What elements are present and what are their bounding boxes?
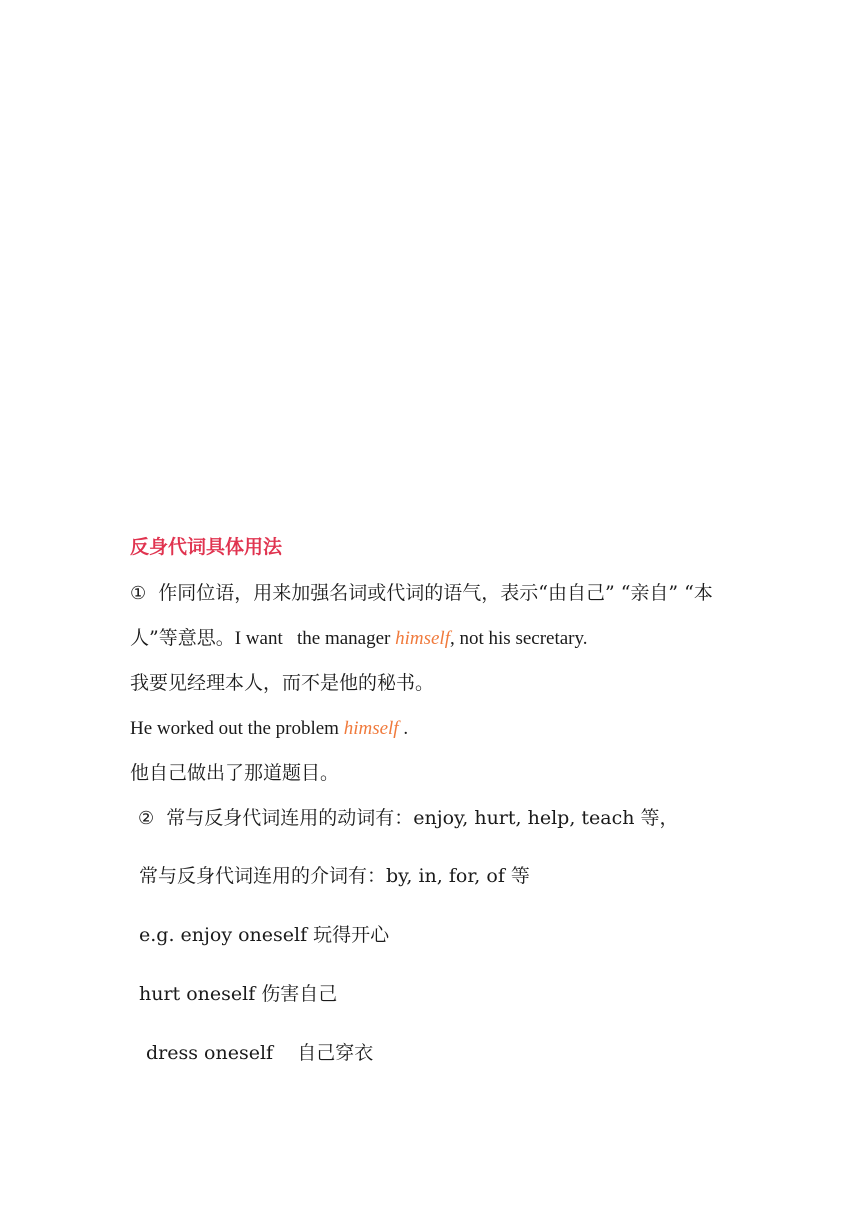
example-1-emphasis: himself: [395, 628, 450, 649]
example-2-emphasis: himself: [343, 718, 399, 739]
point-1-line-2: [130, 626, 588, 651]
section-heading: 反身代词具体用法: [130, 536, 283, 558]
point-2-line-1: [138, 806, 679, 831]
point-1-marker: ①: [130, 583, 147, 604]
point-1-text-cont: 人”等意思。: [130, 627, 235, 649]
point-1-line-1: [130, 581, 713, 606]
point-2-preps: 常与反身代词连用的介词有：by, in, for, of 等: [139, 865, 530, 887]
example-1-pre: I want the manager: [234, 628, 396, 649]
example-item: hurt oneself 伤害自己: [139, 983, 338, 1005]
example-item: e.g. enjoy oneself 玩得开心: [139, 924, 390, 946]
point-1-text: 作同位语，用来加强名词或代词的语气，表示“由自己” “亲自” “本: [158, 582, 713, 604]
example-2-post: .: [398, 718, 409, 739]
translation-1: 我要见经理本人，而不是他的秘书。: [130, 672, 435, 694]
example-2-pre: He worked out the problem: [130, 718, 344, 739]
point-2-marker: ②: [138, 808, 155, 829]
example-2: [130, 716, 408, 741]
point-2-verbs: 常与反身代词连用的动词有：enjoy, hurt, help, teach 等，: [166, 807, 679, 829]
example-1-post: , not his secretary.: [450, 628, 588, 649]
translation-2: 他自己做出了那道题目。: [130, 762, 340, 784]
example-item: dress oneself 自己穿衣: [146, 1042, 374, 1064]
